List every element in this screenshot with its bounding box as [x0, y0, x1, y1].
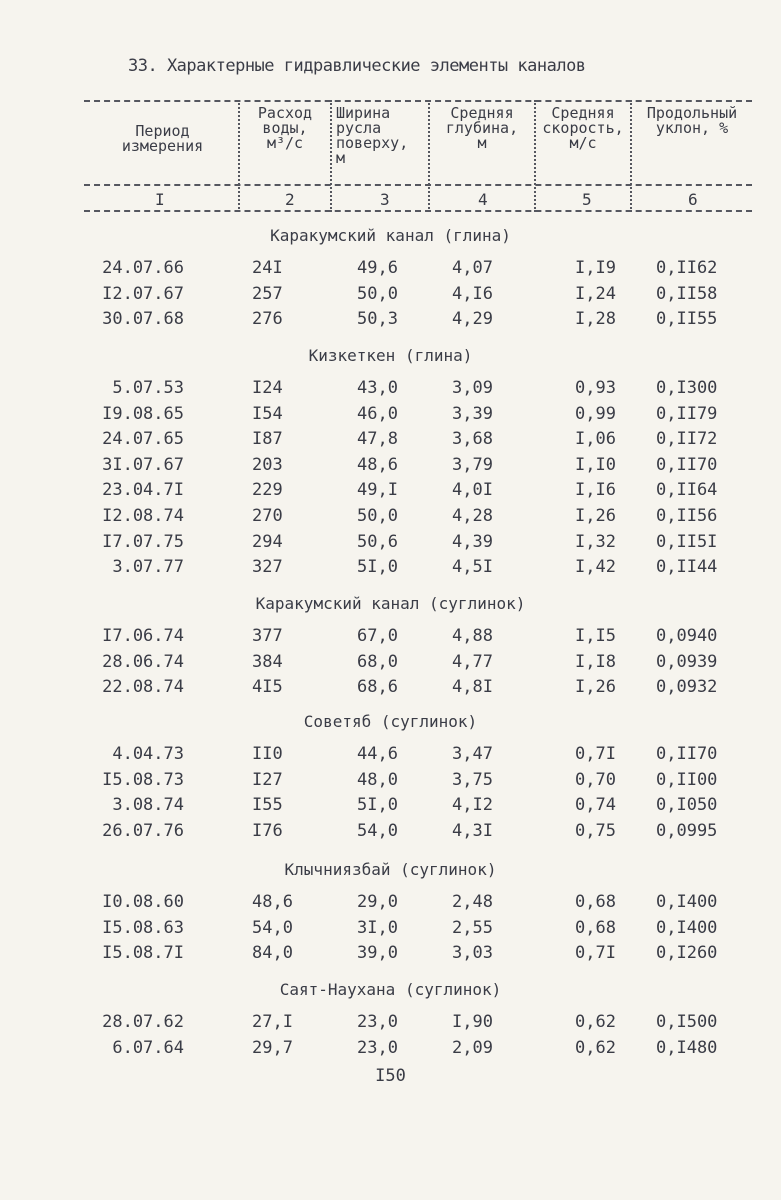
table-row [0, 258, 781, 282]
table-cell: 4,I2 [452, 795, 493, 815]
table-cell: 0,II5I [656, 532, 718, 552]
table-cell: I9.08.65 [102, 404, 184, 424]
table-cell: 50,0 [357, 284, 398, 304]
table-cell: 0,II56 [656, 506, 718, 526]
table-cell: I,28 [575, 309, 616, 329]
table-row [0, 677, 781, 701]
table-cell: 49,6 [357, 258, 398, 278]
header-discharge: Расход воды, м³/с [257, 104, 313, 152]
table-cell: 23,0 [357, 1012, 398, 1032]
table-cell: 3I,0 [357, 918, 398, 938]
table-cell: 0,II55 [656, 309, 718, 329]
table-cell: 22.08.74 [102, 677, 184, 697]
table-cell: 28.07.62 [102, 1012, 184, 1032]
table-cell: I,I9 [575, 258, 616, 278]
group-heading: Советяб (суглинок) [303, 712, 478, 731]
table-cell: 0,I400 [656, 892, 718, 912]
table-row [0, 480, 781, 504]
table-cell: 3.07.77 [112, 557, 184, 577]
table-cell: 3,75 [452, 770, 493, 790]
table-cell: I,32 [575, 532, 616, 552]
table-cell: 4,88 [452, 626, 493, 646]
table-cell: 23.04.7I [102, 480, 184, 500]
table-row [0, 455, 781, 479]
table-cell: I76 [252, 821, 283, 841]
table-cell: 5I,0 [357, 795, 398, 815]
table-cell: 46,0 [357, 404, 398, 424]
table-title: 33. Характерные гидравлические элементы каналов [128, 56, 586, 76]
table-cell: I,I5 [575, 626, 616, 646]
header-width: Ширина русла поверху, м [336, 104, 409, 167]
table-row [0, 378, 781, 402]
table-cell: 48,6 [357, 455, 398, 475]
table-cell: 0,I400 [656, 918, 718, 938]
table-cell: 0,7I [575, 943, 616, 963]
table-cell: I2.08.74 [102, 506, 184, 526]
table-row [0, 892, 781, 916]
table-cell: 4,0I [452, 480, 493, 500]
table-cell: 4,3I [452, 821, 493, 841]
table-cell: 3.08.74 [112, 795, 184, 815]
table-cell: I,24 [575, 284, 616, 304]
table-cell: 0,I260 [656, 943, 718, 963]
table-cell: 23,0 [357, 1038, 398, 1058]
table-cell: 0,99 [575, 404, 616, 424]
table-cell: I,26 [575, 677, 616, 697]
table-cell: 0,I480 [656, 1038, 718, 1058]
table-cell: 43,0 [357, 378, 398, 398]
table-cell: I,42 [575, 557, 616, 577]
table-row [0, 557, 781, 581]
table-cell: 28.06.74 [102, 652, 184, 672]
table-cell: 4,28 [452, 506, 493, 526]
table-cell: 0,II62 [656, 258, 718, 278]
table-cell: 4.04.73 [112, 744, 184, 764]
table-cell: 5.07.53 [112, 378, 184, 398]
table-cell: 2,09 [452, 1038, 493, 1058]
table-cell: 4,5I [452, 557, 493, 577]
column-number: 6 [688, 190, 698, 209]
table-cell: 48,6 [252, 892, 293, 912]
table-cell: I27 [252, 770, 283, 790]
header-slope: Продольный уклон, % [646, 104, 738, 137]
table-cell: 29,0 [357, 892, 398, 912]
table-cell: 229 [252, 480, 283, 500]
table-cell: 0,0995 [656, 821, 718, 841]
table-cell: 0,II44 [656, 557, 718, 577]
table-cell: 257 [252, 284, 283, 304]
table-row [0, 404, 781, 428]
table-cell: 377 [252, 626, 283, 646]
group-heading: Клычниязбай (суглинок) [284, 860, 497, 879]
table-row [0, 626, 781, 650]
table-cell: 2,48 [452, 892, 493, 912]
table-row [0, 652, 781, 676]
table-cell: I5.08.63 [102, 918, 184, 938]
table-cell: 3,47 [452, 744, 493, 764]
table-cell: 26.07.76 [102, 821, 184, 841]
table-row [0, 429, 781, 453]
group-heading: Каракумский канал (глина) [270, 226, 511, 245]
table-cell: I,I8 [575, 652, 616, 672]
table-cell: 39,0 [357, 943, 398, 963]
table-cell: 47,8 [357, 429, 398, 449]
page-number: I50 [375, 1066, 406, 1086]
header-mid-rule [84, 184, 752, 186]
table-cell: 0,0939 [656, 652, 718, 672]
table-row [0, 506, 781, 530]
table-row [0, 795, 781, 819]
table-cell: 0,II70 [656, 744, 718, 764]
table-cell: 0,0940 [656, 626, 718, 646]
table-cell: 0,75 [575, 821, 616, 841]
table-cell: 0,II00 [656, 770, 718, 790]
table-cell: 3,39 [452, 404, 493, 424]
table-cell: 0,0932 [656, 677, 718, 697]
table-cell: 0,I500 [656, 1012, 718, 1032]
table-cell: 0,7I [575, 744, 616, 764]
group-heading: Саят-Наухана (суглинок) [279, 980, 502, 999]
table-cell: 48,0 [357, 770, 398, 790]
table-cell: 67,0 [357, 626, 398, 646]
table-cell: 0,74 [575, 795, 616, 815]
table-cell: 3,03 [452, 943, 493, 963]
header-period: Период измерения [121, 122, 204, 155]
table-cell: 3I.07.67 [102, 455, 184, 475]
table-cell: 50,0 [357, 506, 398, 526]
table-cell: 0,II70 [656, 455, 718, 475]
table-cell: I24 [252, 378, 283, 398]
table-cell: I7.07.75 [102, 532, 184, 552]
table-cell: I7.06.74 [102, 626, 184, 646]
table-row [0, 309, 781, 333]
table-row [0, 284, 781, 308]
table-cell: I,I0 [575, 455, 616, 475]
table-cell: I2.07.67 [102, 284, 184, 304]
column-number: I [155, 190, 165, 209]
table-cell: I,06 [575, 429, 616, 449]
table-cell: 6.07.64 [112, 1038, 184, 1058]
table-cell: 0,68 [575, 918, 616, 938]
table-cell: 3,68 [452, 429, 493, 449]
table-cell: 0,68 [575, 892, 616, 912]
table-cell: 4,39 [452, 532, 493, 552]
table-cell: 30.07.68 [102, 309, 184, 329]
table-row [0, 821, 781, 845]
table-cell: 270 [252, 506, 283, 526]
table-cell: I,26 [575, 506, 616, 526]
table-cell: 203 [252, 455, 283, 475]
group-heading: Кизкеткен (глина) [308, 346, 473, 365]
table-cell: 4,77 [452, 652, 493, 672]
table-cell: 0,II72 [656, 429, 718, 449]
table-cell: 0,62 [575, 1038, 616, 1058]
table-row [0, 943, 781, 967]
table-cell: 4,8I [452, 677, 493, 697]
table-cell: 276 [252, 309, 283, 329]
table-cell: 4,I6 [452, 284, 493, 304]
table-cell: 2,55 [452, 918, 493, 938]
table-cell: 4,29 [452, 309, 493, 329]
table-cell: 0,62 [575, 1012, 616, 1032]
header-depth: Средняя глубина, м [445, 104, 519, 152]
table-row [0, 1012, 781, 1036]
table-row [0, 918, 781, 942]
table-cell: 0,I050 [656, 795, 718, 815]
table-cell: 384 [252, 652, 283, 672]
table-cell: 0,I300 [656, 378, 718, 398]
header-top-rule [84, 100, 752, 102]
table-cell: 24I [252, 258, 283, 278]
table-cell: 0,II79 [656, 404, 718, 424]
table-cell: 68,6 [357, 677, 398, 697]
table-row [0, 770, 781, 794]
table-cell: 4I5 [252, 677, 283, 697]
table-cell: 4,07 [452, 258, 493, 278]
table-cell: 27,I [252, 1012, 293, 1032]
table-cell: 3,79 [452, 455, 493, 475]
column-number: 2 [285, 190, 295, 209]
table-cell: I87 [252, 429, 283, 449]
table-cell: 327 [252, 557, 283, 577]
table-cell: 24.07.65 [102, 429, 184, 449]
table-cell: I,90 [452, 1012, 493, 1032]
table-cell: 84,0 [252, 943, 293, 963]
table-row [0, 744, 781, 768]
table-cell: I5.08.7I [102, 943, 184, 963]
table-cell: 3,09 [452, 378, 493, 398]
table-cell: 24.07.66 [102, 258, 184, 278]
table-cell: II0 [252, 744, 283, 764]
column-number: 3 [380, 190, 390, 209]
table-cell: 294 [252, 532, 283, 552]
header-bottom-rule [84, 210, 752, 212]
table-cell: 50,6 [357, 532, 398, 552]
group-heading: Каракумский канал (суглинок) [255, 594, 526, 613]
table-cell: 49,I [357, 480, 398, 500]
table-cell: 29,7 [252, 1038, 293, 1058]
table-cell: 54,0 [357, 821, 398, 841]
table-cell: 54,0 [252, 918, 293, 938]
table-cell: 50,3 [357, 309, 398, 329]
table-cell: 0,93 [575, 378, 616, 398]
column-number: 4 [478, 190, 488, 209]
table-cell: 68,0 [357, 652, 398, 672]
table-cell: I5.08.73 [102, 770, 184, 790]
table-cell: I54 [252, 404, 283, 424]
table-cell: 0,70 [575, 770, 616, 790]
table-cell: 0,II64 [656, 480, 718, 500]
table-row [0, 532, 781, 556]
table-cell: I,I6 [575, 480, 616, 500]
table-cell: I55 [252, 795, 283, 815]
table-cell: 5I,0 [357, 557, 398, 577]
table-row [0, 1038, 781, 1062]
header-velocity: Средняя скорость, м/с [542, 104, 624, 152]
column-number: 5 [582, 190, 592, 209]
table-cell: 44,6 [357, 744, 398, 764]
table-cell: I0.08.60 [102, 892, 184, 912]
table-cell: 0,II58 [656, 284, 718, 304]
